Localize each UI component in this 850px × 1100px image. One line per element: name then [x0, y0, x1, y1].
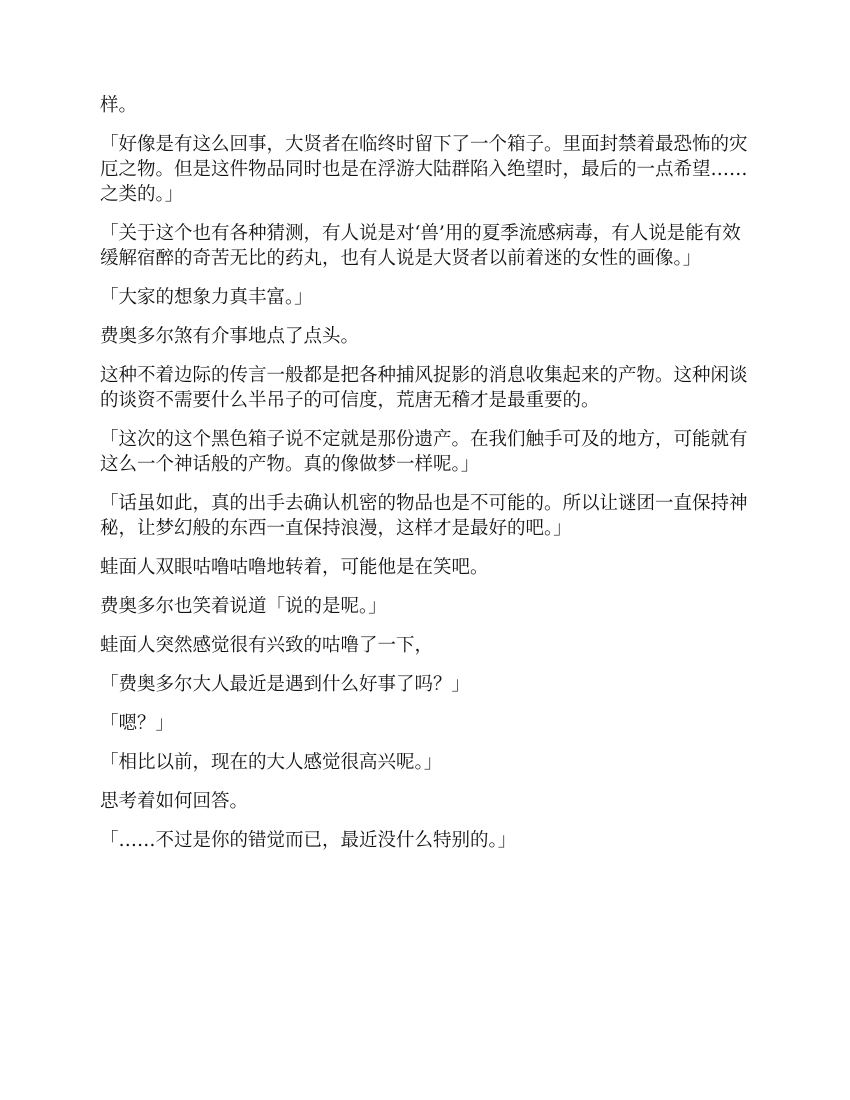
- paragraph: 蛙面人突然感觉很有兴致的咕噜了一下，: [100, 635, 434, 656]
- paragraph: 费奥多尔煞有介事地点了点头。: [100, 326, 360, 347]
- paragraph: 「费奥多尔大人最近是遇到什么好事了吗？」: [100, 674, 471, 695]
- paragraph: 「关于这个也有各种猜测，有人说是对‘兽’用的夏季流感病毒，有人说是能有效缓解宿醉的奇苦无比的药丸，也有人说是大贤者以前着迷的女性的画像。」: [100, 223, 741, 269]
- paragraph: 「好像是有这么回事，大贤者在临终时留下了一个箱子。里面封禁着最恐怖的灾厄之物。但是这件物品同时也是在浮游大陆群陷入绝望时，最后的一点希望……之类的。」: [100, 134, 748, 205]
- paragraph: 「大家的想象力真丰富。」: [100, 287, 313, 308]
- document-page: [100, 93, 752, 867]
- paragraph: 思考着如何回答。: [100, 791, 249, 812]
- paragraph: 「话虽如此，真的出手去确认机密的物品也是不可能的。所以让谜团一直保持神秘，让梦幻般的东西一直保持浪漫，这样才是最好的吧。」: [100, 493, 748, 539]
- paragraph: 蛙面人双眼咕噜咕噜地转着，可能他是在笑吧。: [100, 557, 489, 578]
- paragraph: 「嗯？」: [100, 713, 175, 734]
- paragraph: 费奥多尔也笑着说道「说的是呢。」: [100, 596, 387, 617]
- paragraph: 「……不过是你的错觉而已，最近没什么特别的。」: [100, 830, 517, 851]
- paragraph: 样。: [100, 95, 138, 116]
- paragraph: 这种不着边际的传言一般都是把各种捕风捉影的消息收集起来的产物。这种闲谈的谈资不需要什么半吊子的可信度，荒唐无稽才是最重要的。: [100, 365, 748, 411]
- paragraph: 「这次的这个黑色箱子说不定就是那份遗产。在我们触手可及的地方，可能就有这么一个神话般的产物。真的像做梦一样呢。」: [100, 429, 748, 475]
- paragraph: 「相比以前，现在的大人感觉很高兴呢。」: [100, 752, 443, 773]
